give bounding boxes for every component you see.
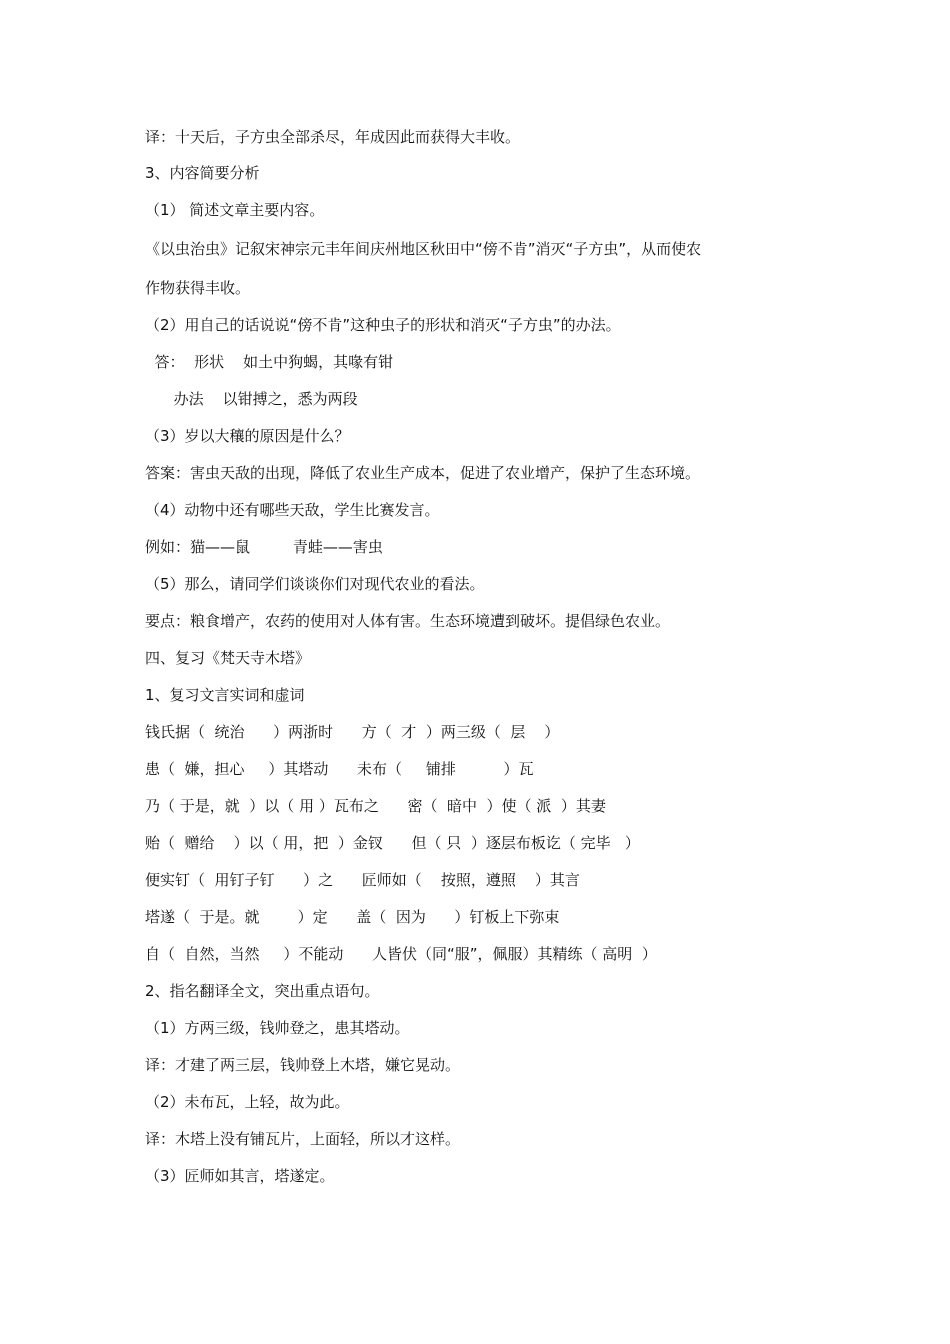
text-line: 作物获得丰收。 [145, 279, 251, 297]
vocab-line: 患（ 嫌，担心 ）其塔动 未布（ 铺排 ）瓦 [145, 760, 534, 778]
translation-line: 译：木塔上没有铺瓦片，上面轻，所以才这样。 [145, 1130, 461, 1148]
answer-line: 答案：害虫天敌的出现，降低了农业生产成本，促进了农业增产，保护了生态环境。 [145, 464, 701, 482]
question-line: （2）未布瓦，上轻，故为此。 [145, 1093, 350, 1111]
vocab-line: 钱氏据（ 统治 ）两浙时 方（ 才 ）两三级（ 层 ） [145, 723, 560, 741]
vocab-line: 自（ 自然，当然 ）不能动 人皆伏（同“服”，佩服）其精练（ 高明 ） [145, 945, 657, 963]
question-line: （3）匠师如其言，塔遂定。 [145, 1167, 335, 1185]
example-line: 例如：猫——鼠 青蛙——害虫 [145, 538, 383, 556]
section-heading: 2、指名翻译全文，突出重点语句。 [145, 982, 380, 1000]
answer-line: 要点：粮食增产，农药的使用对人体有害。生态环境遭到破坏。提倡绿色农业。 [145, 612, 671, 630]
question-line: （3）岁以大穰的原因是什么？ [145, 427, 350, 445]
answer-line: 办法 以钳搏之，悉为两段 [145, 390, 358, 408]
vocab-line: 塔遂（ 于是。就 ）定 盖（ 因为 ）钉板上下弥束 [145, 908, 560, 926]
section-heading: 3、内容简要分析 [145, 164, 260, 182]
question-line: （4）动物中还有哪些天敌，学生比赛发言。 [145, 501, 440, 519]
text-line: 《以虫治虫》记叙宋神宗元丰年间庆州地区秋田中“傍不肯”消灭“子方虫”，从而使农 [145, 240, 702, 258]
answer-line: 答： 形状 如土中狗蝎，其喙有钳 [145, 353, 394, 371]
question-line: （1） 简述文章主要内容。 [145, 201, 325, 219]
vocab-line: 便实钉（ 用钉子钉 ）之 匠师如（ 按照，遵照 ）其言 [145, 871, 580, 889]
text-line: 译：十天后，子方虫全部杀尽，年成因此而获得大丰收。 [145, 128, 521, 146]
section-heading: 1、复习文言实词和虚词 [145, 686, 305, 704]
question-line: （5）那么，请同学们谈谈你们对现代农业的看法。 [145, 575, 485, 593]
vocab-line: 乃（ 于是，就 ）以（ 用 ）瓦布之 密（ 暗中 ）使（ 派 ）其妻 [145, 797, 606, 815]
section-heading: 四、复习《梵天寺木塔》 [145, 649, 311, 667]
question-line: （2）用自己的话说说“傍不肯”这种虫子的形状和消灭“子方虫”的办法。 [145, 316, 621, 334]
translation-line: 译：才建了两三层，钱帅登上木塔，嫌它晃动。 [145, 1056, 461, 1074]
vocab-line: 贻（ 赠给 ）以（ 用，把 ）金钗 但（ 只 ）逐层布板讫（ 完毕 ） [145, 834, 640, 852]
question-line: （1）方两三级，钱帅登之，患其塔动。 [145, 1019, 410, 1037]
